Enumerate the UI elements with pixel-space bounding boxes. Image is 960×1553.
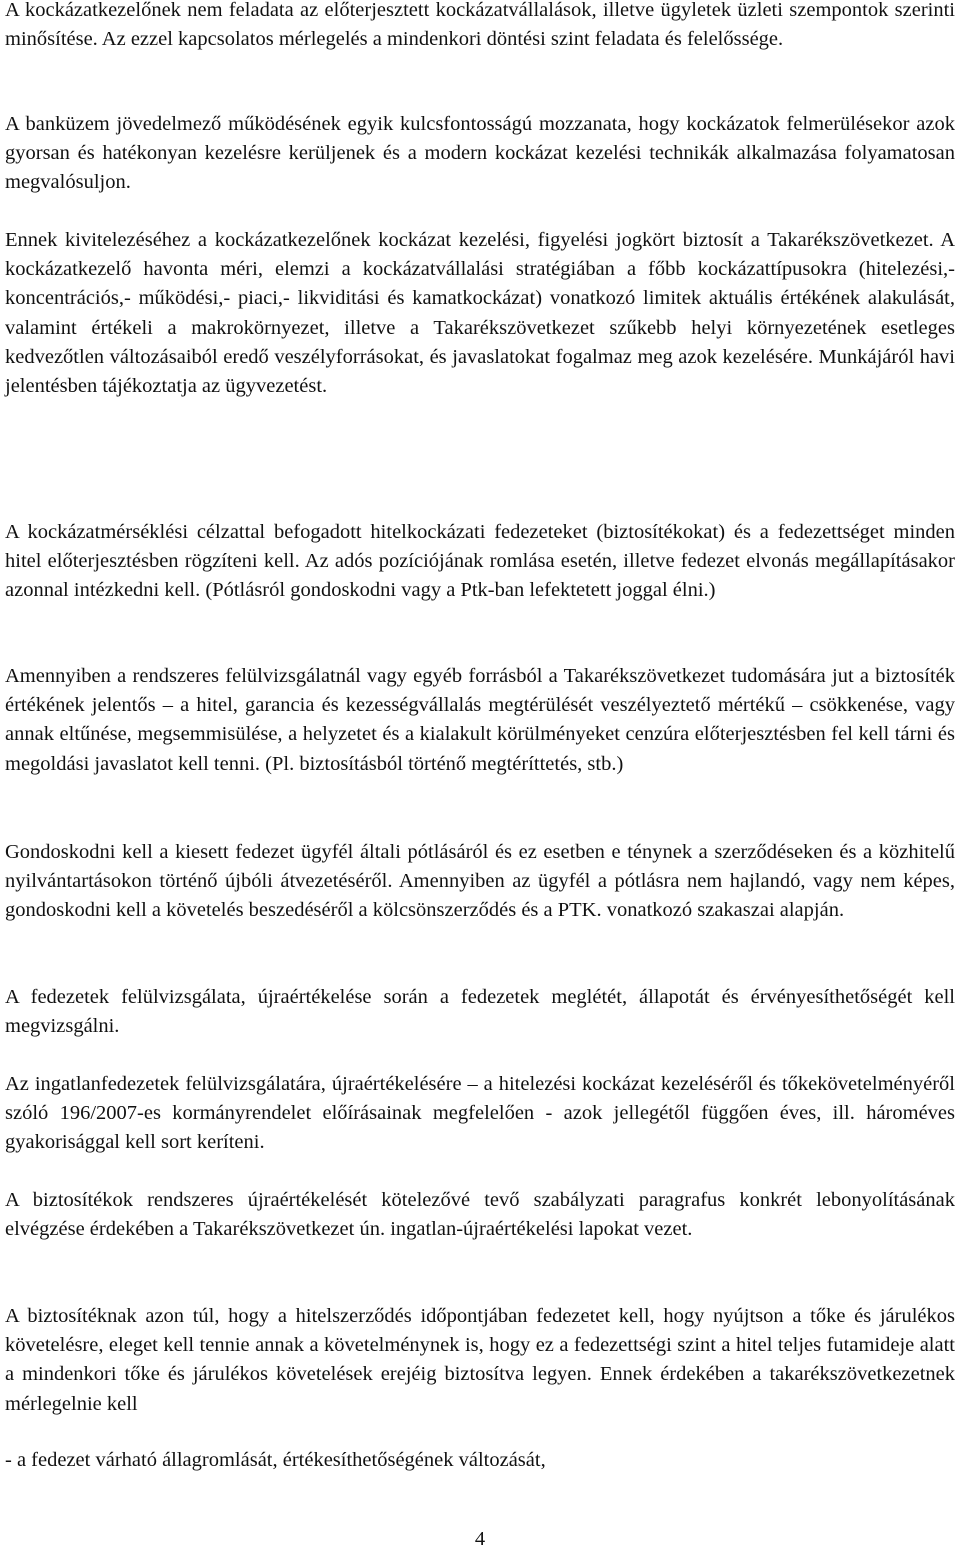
list-item-deterioration: - a fedezet várható állagromlását, értékesíthetőségének változását, [5,1449,546,1471]
page-number: 4 [474,1528,486,1550]
paragraph-monitoring-rights: Ennek kivitelezéséhez a kockázatkezelőnek kockázat kezelési, figyelési jogkört biztosít a Takarékszövetkezet. A kockázatkezelő havonta méri, elemzi a kockázatvállalási stratégiában a főbb kockázattípusokra (hitelezési,- koncentrációs,- működési,- piaci,- likviditási és kamatkockázat) vonatkozó limitek aktuális értékének alakulását, valamint értékeli a makrokörnyezet, illetve a Takarékszövetkezet szűkebb helyi környezetének esetleges kedvezőtlen változásaiból eredő veszélyforrásokat, és javaslatokat fogalmaz meg azok kezelésére. Munkájáról havi jelentésben tájékoztatja az ügyvezetést. [5,229,955,398]
paragraph-revaluation-sheets: A biztosítékok rendszeres újraértékelését kötelezővé tevő szabályzati paragrafus konkrét lebonyolításának elvégzése érdekében a Takarékszövetkezet ún. ingatlan-újraértékelési lapokat vezet. [5,1189,955,1241]
paragraph-coverage-requirement: A biztosítéknak azon túl, hogy a hitelszerződés időpontjában fedezetet kell, hogy nyújtson a tőke és járulékos követelésre, eleget kell tennie annak a követelménynek is, hogy ez a fedezettségi szint a hitel teljes futamideje alatt a mindenkori tőke és járulékos követelések erejéig biztosítva legyen. Ennek érdekében a takarékszövetkezetnek mérlegelnie kell [5,1305,955,1415]
paragraph-real-estate-review: Az ingatlanfedezetek felülvizsgálatára, újraértékelésére – a hitelezési kockázat kezeléséről és tőkekövetelményéről szóló 196/2007-es kormányrendelet előírásainak megfelelően - azok jellegétől függően éves, ill. hároméves gyakorisággal kell sort keríteni. [5,1073,955,1154]
paragraph-risk-manager-duty: A kockázatkezelőnek nem feladata az előterjesztett kockázatvállalások, illetve ügyletek üzleti szempontok szerinti minősítése. Az ezzel kapcsolatos mérlegelés a mindenkori döntési szint feladata és felelőssége. [5,0,955,51]
paragraph-collateral-decrease: Amennyiben a rendszeres felülvizsgálatnál vagy egyéb forrásból a Takarékszövetkezet tudomására jut a biztosíték értékének jelentős – a hitel, garancia és kezességvállalás megtérülését veszélyeztető mértékű – csökkenése, vagy annak eltűnése, megsemmisülése, a helyzetet és a kialakult körülményeket cenzúra előterjesztésben fel kell tárni és megoldási javaslatot kell tenni. (Pl. biztosításból történő megtéríttetés, stb.) [5,665,955,775]
paragraph-collateral-recording: A kockázatmérséklési célzattal befogadott hitelkockázati fedezeteket (biztosítékokat) és a fedezettséget minden hitel előterjesztésben rögzíteni kell. Az adós pozíciójának romlása esetén, illetve fedezet elvonás megállapításakor azonnal intézkedni kell. (Pótlásról gondoskodni vagy a Ptk-ban lefektetett joggal élni.) [5,521,955,602]
paragraph-collateral-replacement: Gondoskodni kell a kiesett fedezet ügyfél általi pótlásáról és ez esetben e ténynek a szerződéseken és a közhitelű nyilvántartásokon történő újbóli átvezetéséről. Amennyiben az ügyfél a pótlásra nem hajlandó, vagy nem képes, gondoskodni kell a követelés beszedéséről a kölcsönszerződés és a PTK. vonatkozó szakaszai alapján. [5,841,955,922]
paragraph-collateral-review: A fedezetek felülvizsgálata, újraértékelése során a fedezetek meglétét, állapotát és érvényesíthetőségét kell megvizsgálni. [5,986,955,1038]
paragraph-bank-operation: A banküzem jövedelmező működésének egyik kulcsfontosságú mozzanata, hogy kockázatok felmerülésekor azok gyorsan és hatékonyan kezelésre kerüljenek és a modern kockázat kezelési technikák alkalmazása folyamatosan megvalósuljon. [5,113,955,194]
